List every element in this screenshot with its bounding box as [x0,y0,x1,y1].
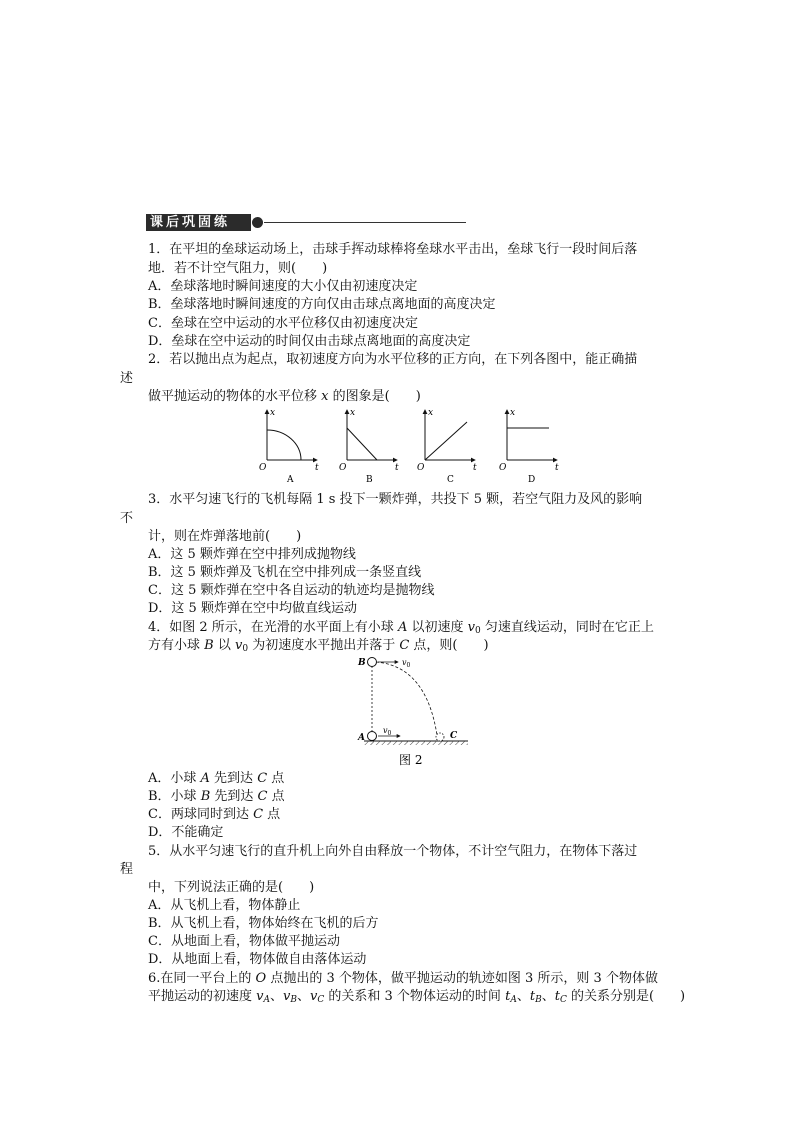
q2-graph-c-origin: O [417,463,425,473]
q1-option-b: B．垒球落地时瞬间速度的方向仅由击球点离地面的高度决定 [148,297,496,312]
q5-stem-line1: 5．从水平匀速飞行的直升机上向外自由释放一个物体，不计空气阻力，在物体下落过 [148,844,638,859]
section-header-dot [252,217,263,228]
q4-ball-a [368,732,377,741]
q1-stem-line2: 地．若不计空气阻力，则( ) [148,261,328,276]
q2-graph-d-yaxis: x [510,408,516,418]
q5-wrap-char: 程 [120,862,134,877]
section-header-rule [264,222,466,223]
q5-option-d: D．从地面上看，物体做自由落体运动 [148,952,367,967]
q4-label-a: A [358,733,365,743]
q3-wrap-char: 不 [120,511,134,526]
q4-velocity-bottom: $v_0$ [383,726,392,737]
q2-graph-d-xaxis: t [555,463,559,473]
q5-option-c: C．从地面上看，物体做平抛运动 [148,934,340,949]
q3-option-a: A．这 5 颗炸弹在空中排列成抛物线 [148,547,356,562]
q2-graph-b-origin: O [339,463,347,473]
q2-graph-d-label: D [528,475,536,485]
q4-ball-b [368,658,377,667]
q4-option-a: A．小球 A 先到达 C 点 [148,771,285,786]
q3-option-c: C．这 5 颗炸弹在空中各自运动的轨迹均是抛物线 [148,583,435,598]
q4-option-d: D．不能确定 [148,825,224,840]
q4-label-c: C [450,731,458,741]
q4-option-c: C．两球同时到达 C 点 [148,807,281,822]
q2-graph-b-xaxis: t [395,463,399,473]
q2-graph-b-label: B [366,475,373,485]
q2-graph-a-xaxis: t [315,463,319,473]
q4-velocity-top: $v_0$ [402,658,411,669]
q2-stem-line2: 做平抛运动的物体的水平位移 x 的图象是( ) [148,389,421,404]
q1-stem-line1: 1．在平坦的垒球运动场上，击球手挥动球棒将垒球水平击出，垒球飞行一段时间后落 [148,242,638,257]
q2-graph-c-xaxis: t [473,463,477,473]
q5-option-b: B．从飞机上看，物体始终在飞机的后方 [148,916,379,931]
q6-stem-line2: 平抛运动的初速度 $v_A$、$v_B$、$v_C$ 的关系和 3 个物体运动的时间 $t_A$、$t_B$、$t_C$ 的关系分别是( ) [148,989,686,1005]
q2-graph-d [499,408,559,485]
q5-stem-line2: 中，下列说法正确的是( ) [148,880,315,895]
q2-graph-a-label: A [287,475,294,485]
q2-graph-a-origin: O [259,463,267,473]
q3-option-b: B．这 5 颗炸弹及飞机在空中排列成一条竖直线 [148,565,422,580]
q2-graph-c-label: C [447,475,454,485]
q4-figure-caption: 图 2 [399,753,423,767]
q6-stem-line1: 6.在同一平台上的 O 点抛出的 3 个物体，做平抛运动的轨迹如图 3 所示，则 3 个物体做 [148,971,658,986]
q2-graph-a [259,408,319,485]
q4-stem-line2: 方有小球 B 以 $v_0$ 为初速度水平抛出并落于 C 点，则( ) [148,638,489,654]
q1-option-a: A．垒球落地时瞬间速度的大小仅由初速度决定 [148,279,418,294]
q2-graph-d-origin: O [499,463,507,473]
q3-option-d: D．这 5 颗炸弹在空中均做直线运动 [148,601,357,616]
q4-stem-line1: 4．如图 2 所示，在光滑的水平面上有小球 A 以初速度 $v_0$ 匀速直线运动，同时在它正上 [148,620,654,636]
q4-figure [350,652,480,774]
q4-label-b: B [358,658,366,668]
q3-stem-line1: 3．水平匀速飞行的飞机每隔 1 s 投下一颗炸弹，共投下 5 颗，若空气阻力及风的影响 [148,492,643,507]
q1-option-d: D．垒球在空中运动的时间仅由击球点离地面的高度决定 [148,334,471,349]
q2-graph-c [417,408,477,485]
q5-option-a: A．从飞机上看，物体静止 [148,898,301,913]
q2-graph-c-yaxis: x [428,408,434,418]
q2-graph-b-yaxis: x [350,408,356,418]
section-title: 课后巩固练 [150,215,231,230]
q2-graph-a-yaxis: x [270,408,276,418]
q3-stem-line2: 计，则在炸弹落地前( ) [148,529,302,544]
q2-stem-line1: 2．若以抛出点为起点，取初速度方向为水平位移的正方向，在下列各图中，能正确描 [148,352,638,367]
section-header [146,212,466,234]
q2-wrap-char: 述 [120,371,134,386]
q2-graphs [255,404,565,486]
q4-landing-c [436,733,444,741]
q4-option-b: B．小球 B 先到达 C 点 [148,789,285,804]
q2-graph-b [339,408,399,485]
q1-option-c: C．垒球在空中运动的水平位移仅由初速度决定 [148,316,418,331]
